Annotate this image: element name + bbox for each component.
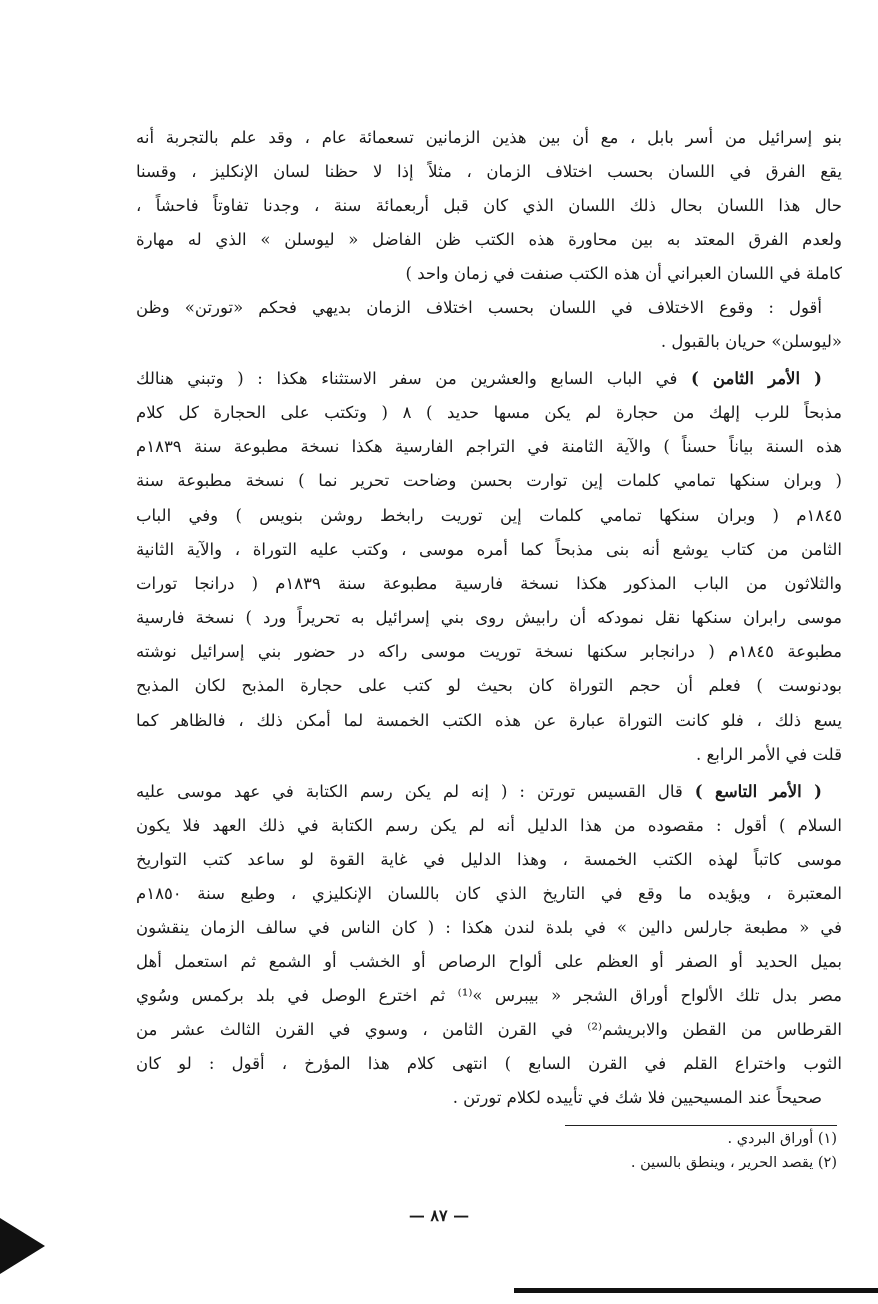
scan-corner-mark <box>0 1218 45 1274</box>
footnote-2: (٢) يقصد الحرير ، وينطق بالسين . <box>630 1155 837 1171</box>
text-line: بنو إسرائيل من أسر بابل ، مع أن بين هذين الزمانين تسعمائة عام ، وقد علم بالتجربة أنه <box>136 128 842 147</box>
text-line: حال هذا اللسان بحال ذلك اللسان الذي كان قبل أربعمائة سنة ، وجدنا تفاوتاً فاحشاً ، <box>136 196 842 215</box>
text-line: مذبحاً للرب إلهك من حجارة لم يكن مسها حديد ) ٨ ( وتكتب على الحجارة كل كلام <box>136 403 842 422</box>
text-line: قلت في الأمر الرابع . <box>695 745 842 764</box>
text-line: ١٨٤٥م ( وبران سنكها تمامي كلمات إين توريت رابخط روشن بنويس ) وفي الباب <box>136 506 842 525</box>
footnote-1: (١) أوراق البردي . <box>727 1131 837 1147</box>
text-line: ( الأمر التاسع ) قال القسيس تورتن : ( إنه لم يكن رسم الكتابة في عهد موسى عليه <box>136 782 822 801</box>
text-line: الثوب واختراع القلم في القرن السابع ) انتهى كلام هذا المؤرخ ، أقول : لو كان <box>136 1054 842 1073</box>
section-heading: ( الأمر التاسع ) <box>694 782 822 801</box>
text-line: هذه السنة بياناً حسناً ) والآية الثامنة في التراجم الفارسية هكذا نسخة مطبوعة سنة ١٨٣٩م <box>136 437 842 456</box>
text-line: والثلاثون من الباب المذكور هكذا نسخة فارسية مطبوعة سنة ١٨٣٩م ( درانجا تورات <box>136 574 842 593</box>
text-line: أقول : وقوع الاختلاف في اللسان بحسب اختلاف الزمان بديهي فحكم «تورتن» وظن <box>136 298 822 317</box>
text-line: كاملة في اللسان العبراني أن هذه الكتب صنفت في زمان واحد ) <box>405 264 842 283</box>
section-heading: ( الأمر الثامن ) <box>690 369 822 388</box>
text-line: مصر بدل تلك الألواح أوراق الشجر « بيبرس »⁽¹⁾ ثم اخترع الوصل في بلد بركمس وسُوي <box>136 986 842 1005</box>
text-line: موسى رابران سنكها نقل نمودكه أن رابيش روى بني إسرائيل به تحريراً ورد ) نسخة فارسية <box>136 608 842 627</box>
text-line: صحيحاً عند المسيحيين فلا شك في تأييده لكلام تورتن . <box>452 1088 822 1107</box>
text-line: في « مطبعة جارلس دالين » في بلدة لندن هكذا : ( كان الناس في سالف الزمان ينقشون <box>136 918 842 937</box>
text-line: ( وبران سنكها تمامي كلمات إين توارت بحسن وضاحت تحرير نما ) نسخة مطبوعة سنة <box>136 471 842 490</box>
page-number: — ٨٧ — <box>408 1206 470 1225</box>
text-line: بودنوست ) فعلم أن حجم التوراة كان بحيث لو كتب على حجارة المذبح لكان المذبح <box>136 676 842 695</box>
text-line: الثامن من كتاب يوشع أنه بنى مذبحاً كما أمره موسى ، وكتب عليه التوراة ، والآية الثانية <box>136 540 842 559</box>
text-line: مطبوعة ١٨٤٥م ( درانجابر سكنها نسخة توريت موسى راكه در حضور بني إسرائيل نوشته <box>136 642 842 661</box>
text-line: بميل الحديد أو الصفر أو العظم على ألواح الرصاص أو الخشب أو الشمع ثم استعمل أهل <box>136 952 842 971</box>
text-line: «ليوسلن» حريان بالقبول . <box>660 332 842 351</box>
text-line: ( الأمر الثامن ) في الباب السابع والعشرين من سفر الاستثناء هكذا : ( وتبني هنالك <box>136 369 822 388</box>
text-line: المعتبرة ، ويؤيده ما وقع في التاريخ الذي كان باللسان الإنكليزي ، وطبع سنة ١٨٥٠م <box>136 884 842 903</box>
text-line: يسع ذلك ، فلو كانت التوراة عبارة عن هذه الكتب الخمسة لما أمكن ذلك ، فالظاهر كما <box>136 711 842 730</box>
scan-edge-bar <box>514 1288 878 1293</box>
text-line: القرطاس من القطن والابريشم⁽²⁾ في القرن الثامن ، وسوي في القرن الثالث عشر من <box>136 1020 842 1039</box>
footnote-separator <box>565 1125 837 1126</box>
text-line: السلام ) أقول : مقصوده من هذا الدليل أنه لم يكن رسم الكتابة في ذلك العهد فلا يكون <box>136 816 842 835</box>
text-line: موسى كاتباً لهذه الكتب الخمسة ، وهذا الدليل في غاية القوة لو ساعد كتب التواريخ <box>136 850 842 869</box>
text-line: يقع الفرق في اللسان بحسب اختلاف الزمان ، مثلاً إذا لا حظنا لسان الإنكليز ، وقسنا <box>136 162 842 181</box>
text-line: ولعدم الفرق المعتد به بين محاورة هذه الكتب ظن الفاضل « ليوسلن » الذي له مهارة <box>136 230 842 249</box>
